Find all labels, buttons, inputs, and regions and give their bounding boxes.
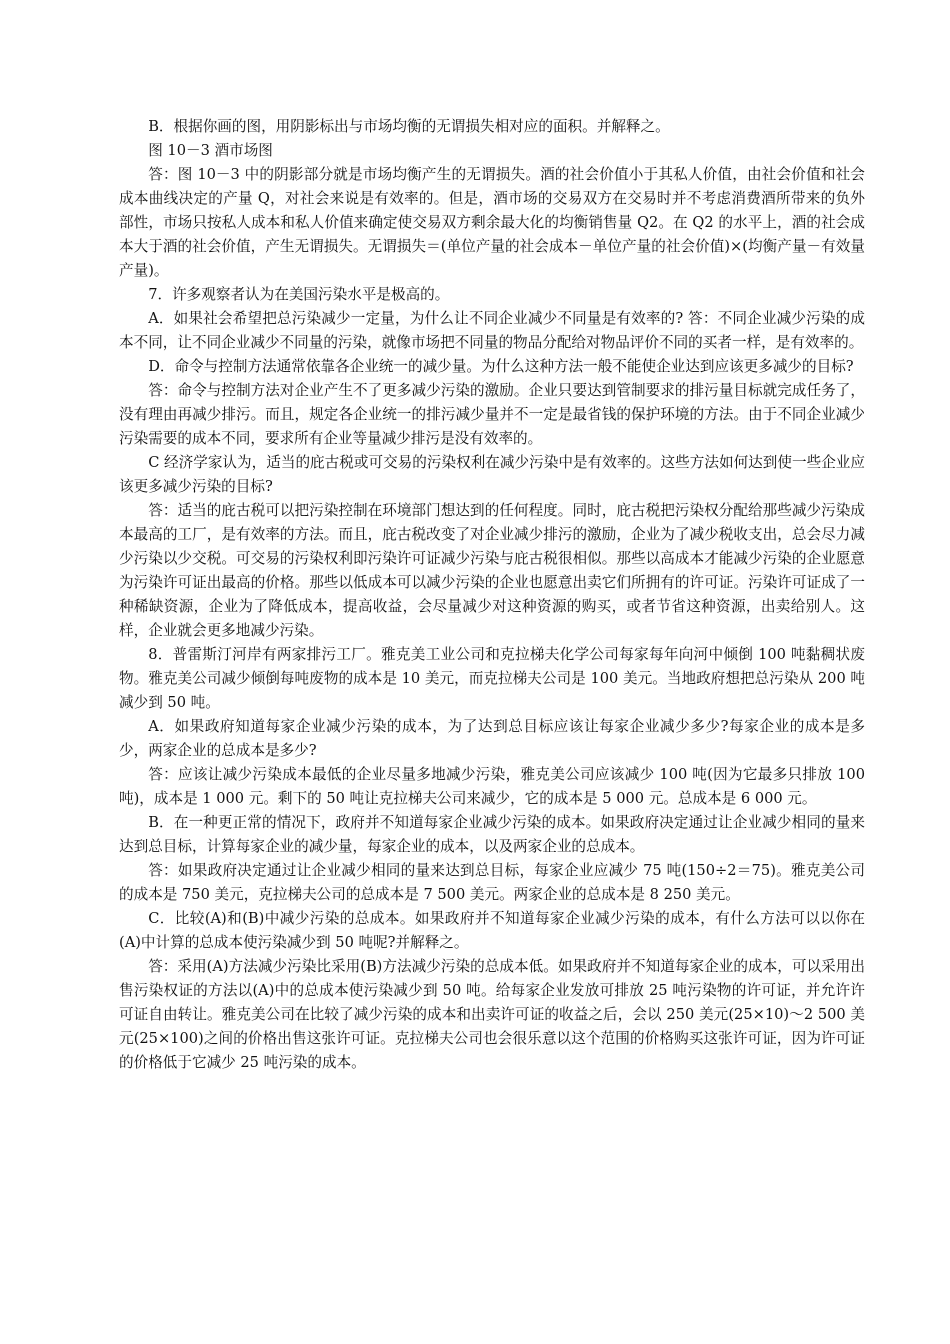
paragraph-answer-deadweight-loss: 答：图 10－3 中的阴影部分就是市场均衡产生的无谓损失。酒的社会价值小于其私人价值，由社会价值和社会成本曲线决定的产量 Q，对社会来说是有效率的。但是，酒市场的交易双方在交易时并不考虑消费酒所带来的负外部性，市场只按私人成本和私人价值来确定使交易双方剩余最大化的均衡销售量 Q2。在 Q2 的水平上，酒的社会成本大于酒的社会价值，产生无谓损失。无谓损失＝(单位产量的社会成本－单位产量的社会价值)×(均衡产量－有效量产量)。: [119, 166, 865, 279]
paragraph-answer-7c: 答：适当的庇古税可以把污染控制在环境部门想达到的任何程度。同时，庇古税把污染权分配给那些减少污染成本最高的工厂，是有效率的方法。而且，庇古税改变了对企业减少排污的激励，企业为了减少税收支出，总会尽力减少污染以少交税。可交易的污染权利即污染许可证减少污染与庇古税很相似。那些以高成本才能减少污染的企业愿意为污染许可证出最高的价格。那些以低成本可以减少污染的企业也愿意出卖它们所拥有的许可证。污染许可证成了一种稀缺资源，企业为了降低成本，提高收益，会尽量减少对这种资源的购买，或者节省这种资源，出卖给别人。这样，企业就会更多地减少污染。: [119, 502, 865, 639]
figure-caption: 图 10－3 酒市场图: [148, 142, 273, 159]
paragraph-question-8a: A．如果政府知道每家企业减少污染的成本，为了达到总目标应该让每家企业减少多少?每家企业的成本是多少，两家企业的总成本是多少?: [119, 718, 865, 759]
document-page: [119, 115, 865, 1075]
paragraph-question-7c: C 经济学家认为，适当的庇古税或可交易的污染权利在减少污染中是有效率的。这些方法如何达到使一些企业应该更多减少污染的目标?: [119, 454, 865, 495]
paragraph-question-8c: C．比较(A)和(B)中减少污染的总成本。如果政府并不知道每家企业减少污染的成本，有什么方法可以以你在(A)中计算的总成本使污染减少到 50 吨呢?并解释之。: [119, 910, 865, 951]
paragraph-answer-8c: 答：采用(A)方法减少污染比采用(B)方法减少污染的总成本低。如果政府并不知道每家企业的成本，可以采用出售污染权证的方法以(A)中的总成本使污染减少到 50 吨。给每家企业发放可排放 25 吨污染物的许可证，并允许许可证自由转让。雅克美公司在比较了减少污染的成本和出卖许可证的收益之后，会以 250 美元(25×10)～2 500 美元(25×100)之间的价格出售这张许可证。克拉梯夫公司也会很乐意以这个范围的价格购买这张许可证，因为许可证的价格低于它减少 25 吨污染的成本。: [119, 958, 865, 1071]
paragraph-question-7a: A．如果社会希望把总污染减少一定量，为什么让不同企业减少不同量是有效率的? 答：不同企业减少污染的成本不同，让不同企业减少不同量的污染，就像市场把不同量的物品分配给对物品评价不同的买者一样，是有效率的。: [119, 310, 865, 351]
paragraph-answer-8b: 答：如果政府决定通过让企业减少相同的量来达到总目标，每家企业应减少 75 吨(150÷2＝75)。雅克美公司的成本是 750 美元，克拉梯夫公司的总成本是 7 500 美元。两家企业的总成本是 8 250 美元。: [119, 862, 865, 903]
paragraph-question-7: 7．许多观察者认为在美国污染水平是极高的。: [148, 286, 450, 303]
paragraph-question-7d: D．命令与控制方法通常依靠各企业统一的减少量。为什么这种方法一般不能使企业达到应该更多减少的目标?: [148, 358, 854, 375]
paragraph-question-8b: B．在一种更正常的情况下，政府并不知道每家企业减少污染的成本。如果政府决定通过让企业减少相同的量来达到总目标，计算每家企业的减少量，每家企业的成本，以及两家企业的总成本。: [119, 814, 865, 855]
paragraph-answer-7d: 答：命令与控制方法对企业产生不了更多减少污染的激励。企业只要达到管制要求的排污量目标就完成任务了，没有理由再减少排污。而且，规定各企业统一的排污减少量并不一定是最省钱的保护环境的方法。由于不同企业减少污染需要的成本不同，要求所有企业等量减少排污是没有效率的。: [119, 382, 865, 447]
paragraph-question-b: B．根据你画的图，用阴影标出与市场均衡的无谓损失相对应的面积。并解释之。: [148, 118, 670, 135]
paragraph-question-8: 8．普雷斯汀河岸有两家排污工厂。雅克美工业公司和克拉梯夫化学公司每家每年向河中倾倒 100 吨黏稠状废物。雅克美公司减少倾倒每吨废物的成本是 10 美元，而克拉梯夫公司是 100 美元。当地政府想把总污染从 200 吨减少到 50 吨。: [119, 646, 866, 711]
paragraph-answer-8a: 答：应该让减少污染成本最低的企业尽量多地减少污染，雅克美公司应该减少 100 吨(因为它最多只排放 100 吨)，成本是 1 000 元。剩下的 50 吨让克拉梯夫公司来减少，它的成本是 5 000 元。总成本是 6 000 元。: [119, 766, 865, 807]
